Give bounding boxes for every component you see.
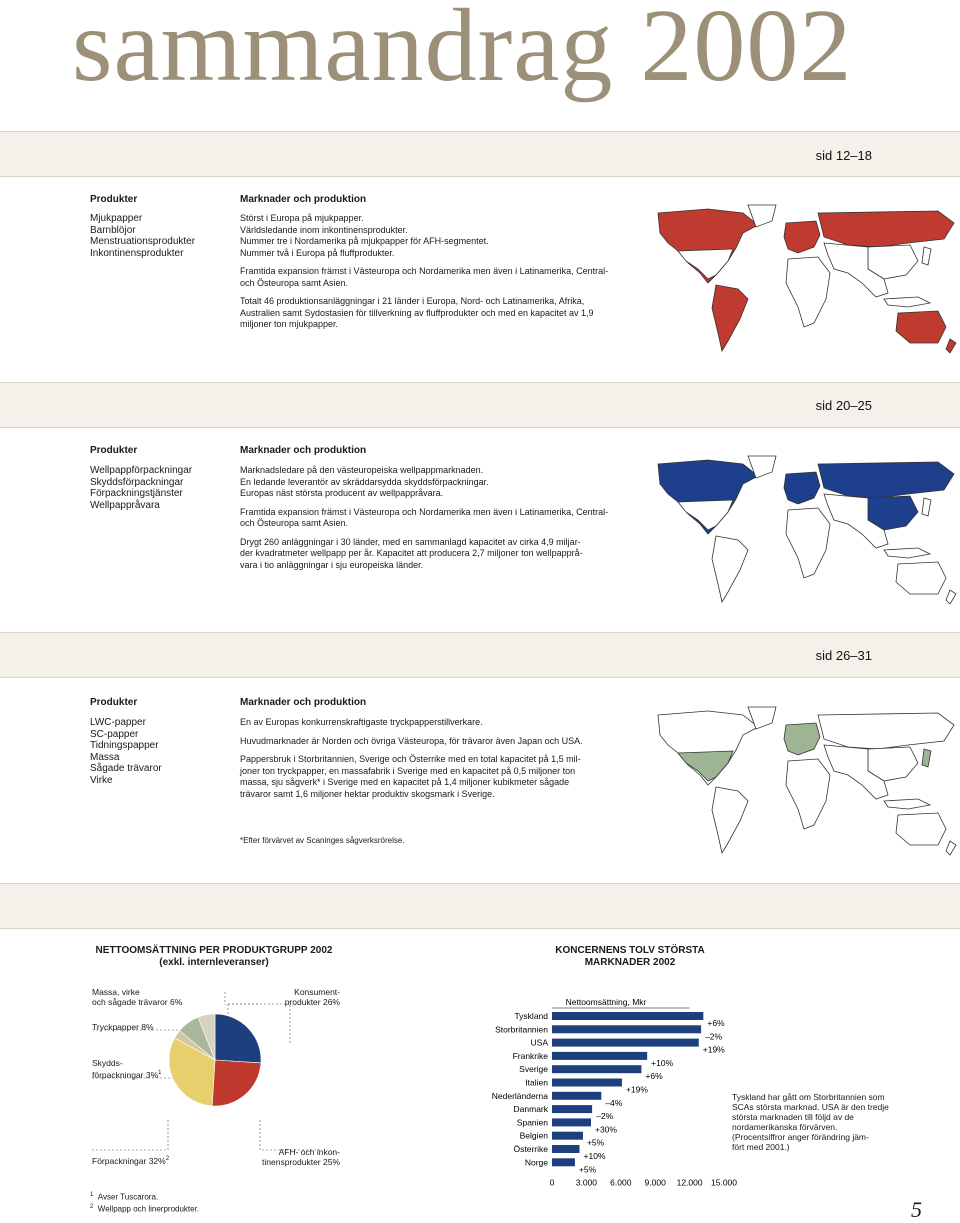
category-label: Storbritannien: [495, 1024, 548, 1035]
pie-label-tryckpapper: Tryckpapper 8%: [92, 1022, 154, 1032]
map-region-au: [896, 311, 946, 343]
x-tick-label: 0: [549, 1177, 555, 1188]
x-tick-label: 6.000: [610, 1177, 632, 1188]
product-list: [90, 213, 195, 259]
category-label: USA: [530, 1037, 548, 1048]
product-item: SC-papper: [90, 728, 139, 740]
map-region-nz: [946, 590, 956, 604]
map-region-au: [896, 813, 946, 845]
map-region-ru: [818, 713, 954, 749]
map-region-jp: [922, 498, 931, 516]
bar: [552, 1145, 580, 1153]
change-label: +6%: [645, 1071, 663, 1082]
x-tick-label: 15.000: [711, 1177, 737, 1188]
change-label: +10%: [651, 1057, 674, 1068]
map-region-id: [884, 799, 930, 809]
pie-label-forpackningar: Förpackningar 32%$^2$: [92, 1155, 170, 1166]
bar: [552, 1012, 703, 1020]
product-item: Tidningspapper: [90, 740, 159, 751]
markets-paragraph: En av Europas konkurrenskraftigaste tryckpapperstillverkare.: [240, 717, 483, 727]
product-item: Barnblöjor: [90, 224, 136, 236]
change-label: +6%: [707, 1018, 725, 1028]
category-label: Österrike: [513, 1144, 548, 1154]
bar: [552, 1158, 575, 1166]
map-region-us: [678, 500, 733, 530]
pie-label-konsument: Konsument- produkter 26%: [284, 987, 340, 1007]
product-item: Mjukpapper: [90, 213, 143, 224]
x-tick-label: 12.000: [676, 1177, 703, 1188]
markets-text: [240, 465, 610, 578]
map-region-sa: [712, 285, 748, 351]
product-list: [90, 717, 162, 786]
product-item: Wellpappförpackningar: [90, 465, 193, 476]
page-reference: sid 26–31: [815, 648, 872, 663]
bar: [552, 1065, 641, 1073]
map-region-us: [678, 249, 733, 279]
products-label: Produkter: [90, 194, 138, 205]
map-region-jp: [922, 749, 931, 767]
world-map: [648, 705, 960, 857]
change-label: +5%: [586, 1137, 605, 1148]
markets-paragraph: Framtida expansion främst i Västeuropa och Nordamerika men även i Latinamerika, Central- och Östeuropa samt Asien.: [240, 266, 609, 288]
category-label: Nederländerna: [491, 1090, 548, 1101]
pie-slice: [215, 1014, 261, 1063]
world-map: [648, 203, 960, 355]
markets-label: Marknader och produktion: [240, 194, 367, 205]
product-item: Sågade trävaror: [90, 763, 162, 774]
markets-paragraph: Marknadsledare på den västeuropeiska wellpappmarknaden. En ledande leverantör av skräddarsydda skyddsförpackningar. Europas näst största producent av wellpappråvara.: [240, 465, 489, 498]
bar-chart-title: KONCERNENS TOLV STÖRSTA MARKNADER 2002: [555, 945, 705, 968]
map-region-nz: [946, 339, 956, 353]
page-reference: sid 12–18: [815, 148, 872, 163]
bar: [552, 1092, 601, 1100]
pie-label-skydds: Skydds- förpackningar 3%$^1$: [92, 1058, 162, 1080]
pie-footnote: $^1$ Avser Tuscarora.: [90, 1192, 159, 1202]
bar: [552, 1105, 592, 1113]
page-reference: sid 20–25: [815, 398, 872, 413]
map-region-jp: [922, 247, 931, 265]
x-tick-label: 9.000: [644, 1177, 666, 1188]
world-map: [648, 454, 960, 606]
map-region-sa: [712, 787, 748, 853]
product-item: Wellpappråvara: [90, 499, 160, 511]
category-label: Norge: [524, 1157, 548, 1168]
bar: [552, 1079, 622, 1087]
map-region-eu: [784, 723, 820, 755]
bar: [552, 1118, 591, 1126]
section-band: [0, 883, 960, 929]
markets-text: [240, 717, 610, 807]
page-number: 5: [911, 1197, 922, 1222]
pie-slice: [212, 1060, 261, 1106]
map-region-ru: [818, 462, 954, 498]
change-label: –4%: [605, 1097, 623, 1108]
map-region-sa: [712, 536, 748, 602]
category-label: Frankrike: [512, 1050, 548, 1061]
markets-label: Marknader och produktion: [240, 697, 367, 708]
products-label: Produkter: [90, 445, 138, 456]
category-label: Danmark: [513, 1104, 548, 1115]
x-axis-title: Nettoomsättning, Mkr: [565, 997, 647, 1007]
markets-paragraph: Drygt 260 anläggningar i 30 länder, med en sammanlagd kapacitet av cirka 4,9 miljar- der kvadratmeter wellpapp per år. Kapacitet att producera 2,7 miljoner ton wellpapprå- vara i tio anläggningar i sju europeiska länder.: [240, 536, 583, 570]
product-item: Massa: [90, 751, 120, 763]
map-region-id: [884, 297, 930, 307]
category-label: Sverige: [519, 1064, 548, 1075]
map-region-nz: [946, 841, 956, 855]
markets-paragraph: Huvudmarknader är Norden och övriga Västeuropa, för trävaror även Japan och USA.: [240, 735, 583, 746]
map-region-eu: [784, 472, 820, 504]
pie-label-massa: Massa, virke och sågade trävaror 6%: [92, 987, 183, 1007]
x-tick-label: 3.000: [575, 1177, 598, 1188]
bar: [552, 1025, 701, 1033]
pie-label-afh: AFH- och inkon- tinensprodukter 25%: [262, 1147, 340, 1167]
products-label: Produkter: [90, 697, 138, 708]
change-label: +5%: [578, 1164, 597, 1175]
product-item: Skyddsförpackningar: [90, 476, 184, 488]
chart-note: Tyskland har gått om Storbritannien som SCAs största marknad. USA är den tredje största marknaden till följd av de nordamerikanska förvärven. (Procentsiffror anger förändring jäm- fört med 2001.): [732, 1092, 889, 1152]
product-item: Förpackningstjänster: [90, 488, 183, 499]
bar-chart: [480, 990, 740, 1190]
product-item: Menstruationsprodukter: [90, 236, 196, 247]
product-item: Virke: [90, 774, 113, 786]
category-label: Italien: [525, 1077, 548, 1088]
map-region-us: [678, 751, 733, 781]
markets-paragraph: Pappersbruk i Storbritannien, Sverige och Österrike med en total kapacitet på 1,5 mil- joner ton tryckpapper, en massafabrik i Sverige med en kapacitet på 0,5 miljoner ton massa, sju sågverk* i Sverige med en kapacitet på 1,4 miljoner kubikmeter sågade trävaror samt 1,6 miljoner hektar produktiv skogsmark i Sverige.: [240, 754, 581, 799]
change-label: +30%: [594, 1124, 617, 1135]
change-label: +19%: [702, 1044, 725, 1055]
page-title: sammandrag 2002: [72, 0, 853, 103]
category-label: Tyskland: [514, 1011, 548, 1021]
map-region-af: [786, 759, 830, 829]
change-label: +10%: [583, 1151, 606, 1161]
map-region-af: [786, 508, 830, 578]
change-label: –2%: [705, 1031, 723, 1042]
markets-paragraph: Totalt 46 produktionsanläggningar i 21 länder i Europa, Nord- och Latinamerika, Afrika, Australien samt Sydostasien för tillverkning av fluffprodukter och med en kapacitet av 1,9 miljoner ton mjukpapper.: [240, 296, 594, 329]
map-region-au: [896, 562, 946, 594]
pie-footnote: $^2$ Wellpapp och linerprodukter.: [90, 1204, 200, 1214]
map-region-ru: [818, 211, 954, 247]
product-item: Inkontinensprodukter: [90, 247, 184, 259]
markets-label: Marknader och produktion: [240, 445, 367, 456]
product-list: [90, 465, 192, 511]
map-region-af: [786, 257, 830, 327]
bar: [552, 1132, 583, 1140]
map-region-id: [884, 548, 930, 558]
map-region-eu: [784, 221, 820, 253]
markets-paragraph: Störst i Europa på mjukpapper. Världsledande inom inkontinensprodukter. Nummer tre i Nordamerika på mjukpapper för AFH-segmentet. Nummer två i Europa på fluffprodukter.: [240, 213, 489, 258]
bar: [552, 1052, 647, 1060]
bar: [552, 1039, 699, 1047]
change-label: +19%: [625, 1084, 648, 1095]
pie-title: NETTOOMSÄTTNING PER PRODUKTGRUPP 2002 (exkl. internleveranser): [95, 945, 333, 968]
category-label: Belgien: [519, 1130, 548, 1141]
change-label: –2%: [596, 1111, 614, 1122]
category-label: Spanien: [516, 1117, 548, 1128]
footnote: *Efter förvärvet av Scaninges sågverksrörelse.: [240, 836, 405, 845]
markets-text: [240, 213, 620, 338]
markets-paragraph: Framtida expansion främst i Västeuropa och Nordamerika men även i Latinamerika, Central- och Östeuropa samt Asien.: [240, 506, 609, 528]
product-item: LWC-papper: [90, 717, 146, 728]
